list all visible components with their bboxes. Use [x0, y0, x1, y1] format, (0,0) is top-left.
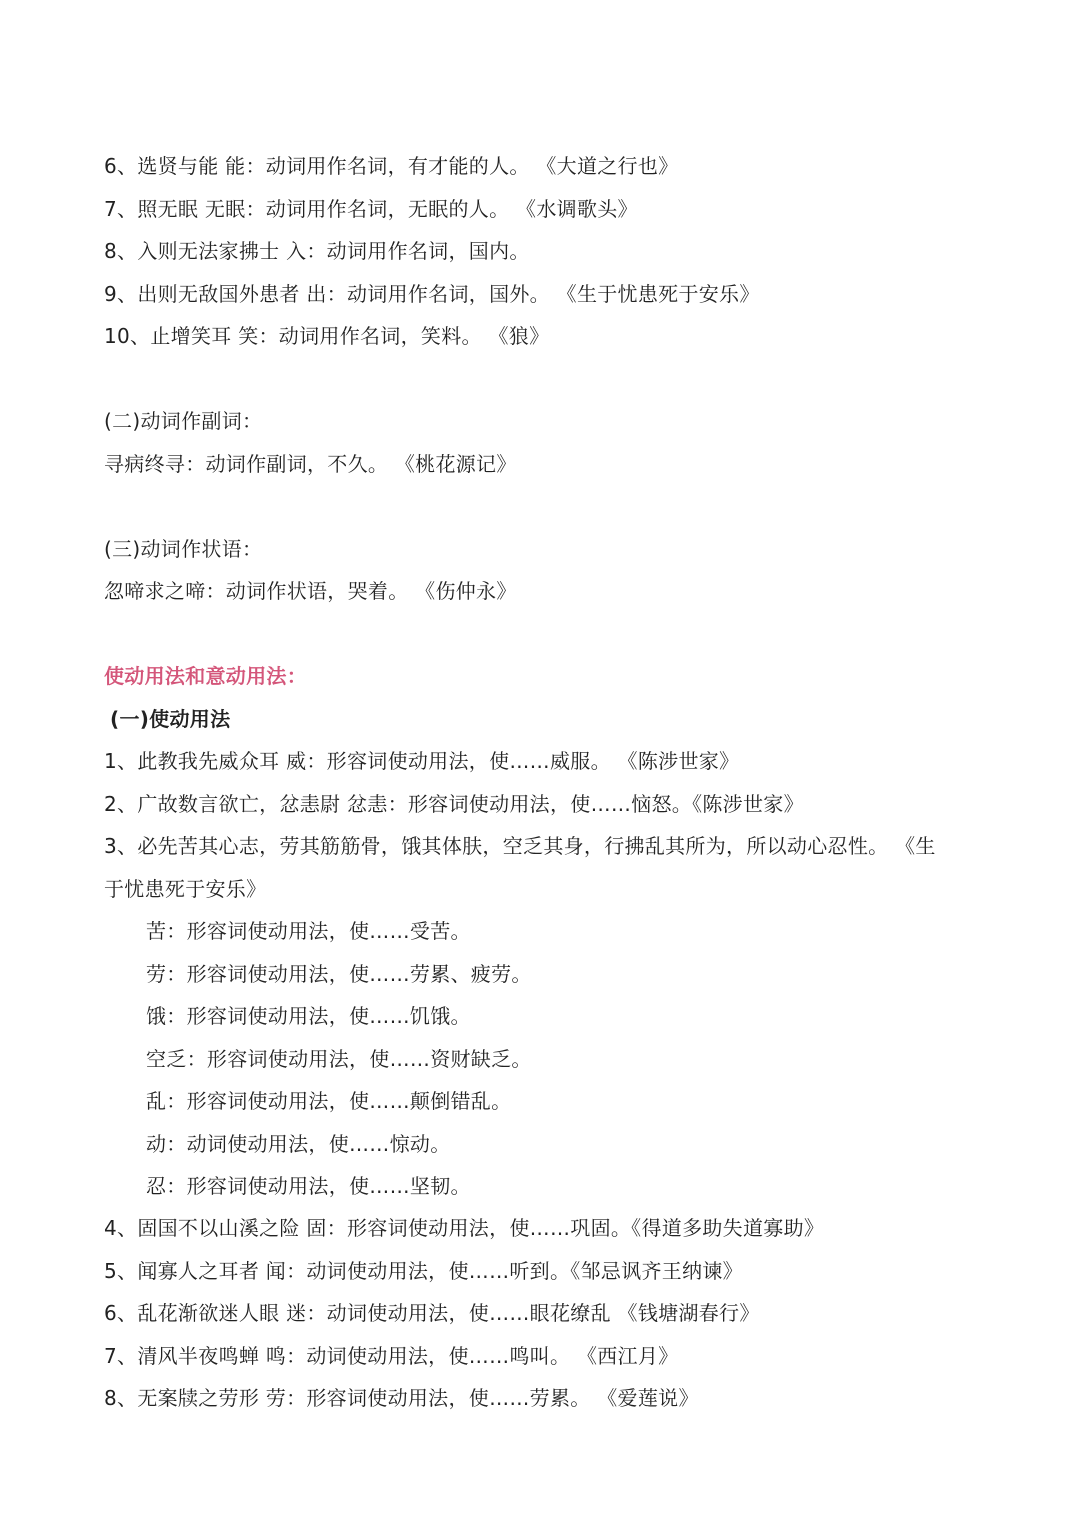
list-item: 1、此教我先威众耳 威：形容词使动用法，使……威服。 《陈涉世家》	[104, 749, 740, 773]
subheading-causative: (一)使动用法	[110, 707, 231, 731]
note-item: 饿：形容词使动用法，使……饥饿。	[146, 1004, 471, 1028]
section-title-causative: 使动用法和意动用法：	[104, 664, 307, 688]
note-item: 动：动词使动用法，使……惊动。	[146, 1132, 451, 1156]
note-item: 劳：形容词使动用法，使……劳累、疲劳。	[146, 962, 532, 986]
list-item: 7、照无眠 无眠：动词用作名词，无眠的人。 《水调歌头》	[104, 197, 638, 221]
list-item: 8、入则无法家拂士 入：动词用作名词，国内。	[104, 239, 530, 263]
section-heading-adverb: (二)动词作副词：	[104, 409, 263, 433]
section-heading-adverbial: (三)动词作状语：	[104, 537, 263, 561]
list-item: 9、出则无敌国外患者 出：动词用作名词，国外。 《生于忧患死于安乐》	[104, 282, 760, 306]
list-item: 8、无案牍之劳形 劳：形容词使动用法，使……劳累。 《爱莲说》	[104, 1386, 699, 1410]
list-item: 4、固国不以山溪之险 固：形容词使动用法，使……巩固。《得道多助失道寡助》	[104, 1216, 825, 1240]
note-item: 乱：形容词使动用法，使……颠倒错乱。	[146, 1089, 512, 1113]
note-item: 空乏：形容词使动用法，使……资财缺乏。	[146, 1047, 532, 1071]
list-item: 10、止增笑耳 笑：动词用作名词，笑料。 《狼》	[104, 324, 550, 348]
note-item: 忍：形容词使动用法，使……坚韧。	[146, 1174, 471, 1198]
list-item: 忽啼求之啼：动词作状语，哭着。 《伤仲永》	[104, 579, 517, 603]
note-item: 苦：形容词使动用法，使……受苦。	[146, 919, 471, 943]
list-item: 2、广故数言欲亡，忿恚尉 忿恚：形容词使动用法，使……恼怒。《陈涉世家》	[104, 792, 804, 816]
list-item: 3、必先苦其心志，劳其筋筋骨，饿其体肤，空乏其身，行拂乱其所为，所以动心忍性。 《生	[104, 834, 936, 858]
list-item: 6、乱花渐欲迷人眼 迷：动词使动用法，使……眼花缭乱 《钱塘湖春行》	[104, 1301, 760, 1325]
list-item: 寻病终寻：动词作副词，不久。 《桃花源记》	[104, 452, 517, 476]
list-item-continuation: 于忧患死于安乐》	[104, 877, 267, 901]
list-item: 6、选贤与能 能：动词用作名词，有才能的人。 《大道之行也》	[104, 154, 679, 178]
list-item: 7、清风半夜鸣蝉 鸣：动词使动用法，使……鸣叫。 《西江月》	[104, 1344, 679, 1368]
list-item: 5、闻寡人之耳者 闻：动词使动用法，使……听到。《邹忌讽齐王纳谏》	[104, 1259, 743, 1283]
